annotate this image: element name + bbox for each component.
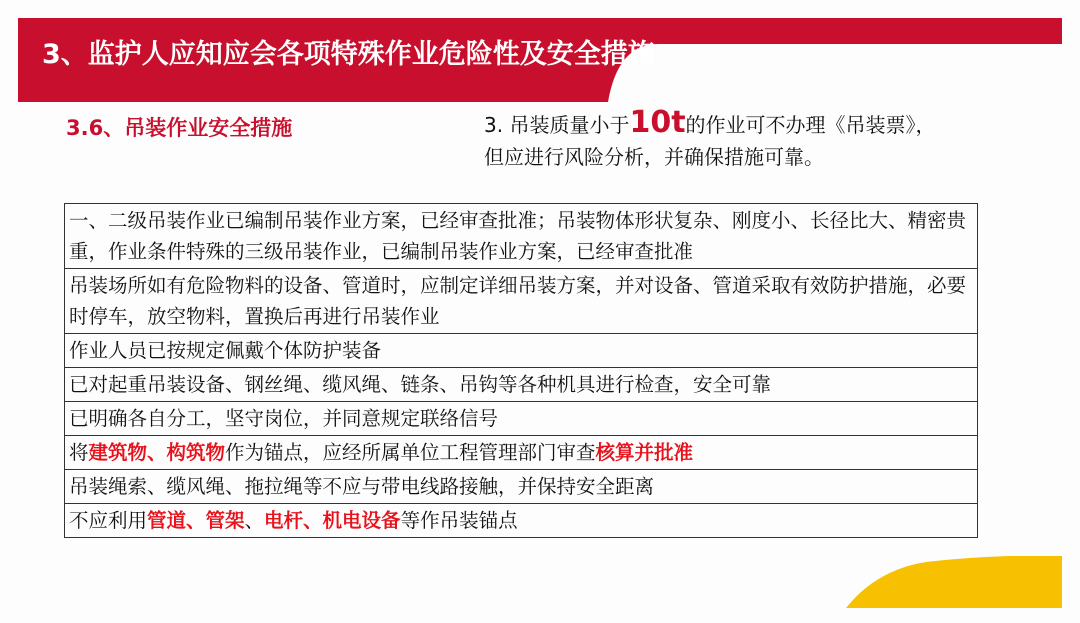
- table-row: [65, 436, 978, 470]
- highlighted-text: 管道、管架: [147, 509, 245, 532]
- table-row: [65, 269, 978, 334]
- corner-decoration: [846, 556, 1062, 608]
- table-row: [65, 334, 978, 368]
- measure-cell: [65, 368, 978, 402]
- highlighted-text: 电杆、机电设备: [264, 509, 401, 532]
- measure-text: 等作吊装锚点: [400, 509, 518, 532]
- measure-cell: [65, 204, 978, 269]
- measure-cell: [65, 269, 978, 334]
- measure-text: 作业人员已按规定佩戴个体防护装备: [69, 339, 382, 362]
- note-weight-emphasis: 10t: [629, 105, 686, 140]
- measure-cell: [65, 436, 978, 470]
- note-suffix: 的作业可不办理《吊装票》，: [685, 113, 936, 137]
- measure-text: 作为锚点，应经所属单位工程管理部门审查: [225, 441, 596, 464]
- measure-text: 已明确各自分工，坚守岗位，并同意规定联络信号: [69, 407, 499, 430]
- safety-measures-body: [65, 204, 978, 538]
- measure-text: 将: [69, 441, 89, 464]
- corner-decoration-shape: [846, 556, 1062, 608]
- measure-cell: [65, 334, 978, 368]
- note-line-1: [484, 107, 936, 141]
- table-row: [65, 402, 978, 436]
- measure-text: 吊装场所如有危险物料的设备、管道时，应制定详细吊装方案，并对设备、管道采取有效防护措施，必要时停车，放空物料，置换后再进行吊装作业: [69, 274, 967, 328]
- table-row: [65, 204, 978, 269]
- measure-cell: [65, 470, 978, 504]
- table-row: [65, 470, 978, 504]
- note-line-2: 但应进行风险分析，并确保措施可靠。: [484, 145, 824, 169]
- measure-text: 不应利用: [69, 509, 148, 532]
- safety-measures-table: [64, 203, 978, 538]
- table-row: [65, 368, 978, 402]
- highlighted-text: 建筑物、构筑物: [88, 441, 226, 464]
- table-row: [65, 504, 978, 538]
- measure-text: 、: [244, 509, 265, 532]
- lifting-permit-note: [484, 107, 936, 173]
- highlighted-text: 核算并批准: [595, 441, 694, 464]
- note-prefix: 3. 吊装质量小于: [484, 113, 630, 137]
- measure-cell: [65, 402, 978, 436]
- measure-cell: [65, 504, 978, 538]
- measure-text: 一、二级吊装作业已编制吊装作业方案，已经审查批准；吊装物体形状复杂、刚度小、长径比大、精密贵重，作业条件特殊的三级吊装作业，已编制吊装作业方案，已经审查批准: [69, 209, 967, 263]
- page-title: 3、监护人应知应会各项特殊作业危险性及安全措施: [42, 39, 655, 70]
- measure-text: 吊装绳索、缆风绳、拖拉绳等不应与带电线路接触，并保持安全距离: [69, 475, 655, 498]
- measure-text: 已对起重吊装设备、钢丝绳、缆风绳、链条、吊钩等各种机具进行检查，安全可靠: [69, 373, 772, 396]
- section-title: 3.6、吊装作业安全措施: [66, 116, 293, 140]
